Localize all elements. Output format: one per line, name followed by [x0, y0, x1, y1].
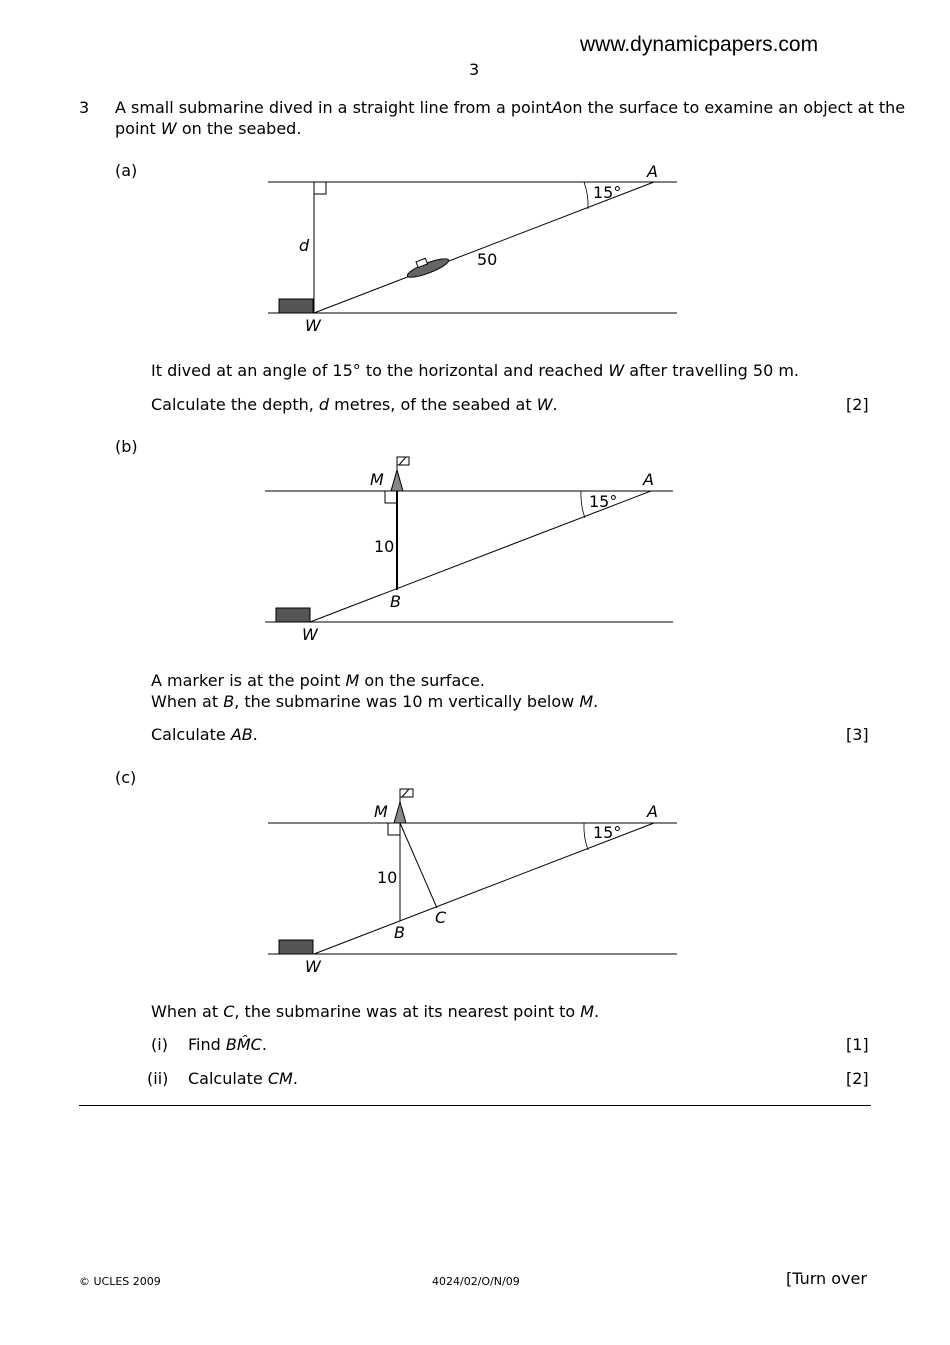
part-a-text2-a: Calculate the depth, [151, 395, 314, 414]
part-c-ii-text-b: . [292, 1069, 298, 1088]
part-c-i-angle: BM̂C [225, 1035, 262, 1054]
part-c-text1-a: When at [151, 1002, 219, 1021]
part-c-text1 [151, 1002, 599, 1021]
part-a-text1 [151, 361, 799, 380]
footer-code: 4024/02/O/N/09 [432, 1275, 520, 1288]
part-b-text2-b: , the submarine was 10 m vertically below [234, 692, 575, 711]
part-c-ii-text-a: Calculate [188, 1069, 263, 1088]
label-W: W [302, 625, 318, 644]
end-of-question-rule [79, 1105, 871, 1106]
part-c-i-label: (i) [151, 1035, 168, 1054]
part-c-text1-b: , the submarine was at its nearest point to [234, 1002, 576, 1021]
part-a-text2-b: metres, of the seabed at [334, 395, 532, 414]
part-c-ii-marks: [2] [846, 1069, 869, 1088]
part-b-text2 [151, 692, 598, 711]
part-c-label: (c) [115, 768, 137, 787]
intro-text-b: on the surface to examine an object at the [562, 98, 906, 117]
intro-text-d: on the seabed. [181, 119, 302, 138]
part-a-text2 [151, 395, 558, 414]
label-W: W [305, 316, 321, 335]
page-number: 3 [469, 60, 480, 79]
label-B: B [394, 923, 405, 942]
label-depth: 10 [374, 537, 395, 556]
footer-turn-over: [Turn over [786, 1269, 867, 1288]
marker-buoy-icon [394, 789, 413, 823]
submarine-icon [404, 251, 450, 281]
diagram-a [0, 0, 950, 345]
right-angle-mark [385, 491, 397, 503]
label-angle: 15° [593, 823, 622, 842]
part-b-text1 [151, 671, 485, 690]
part-b-text2-M: M [579, 692, 594, 711]
diagram-c [0, 772, 950, 982]
part-b-text3 [151, 725, 258, 744]
part-b-text2-B: B [223, 692, 235, 711]
right-angle-mark [388, 823, 400, 835]
part-b-label: (b) [115, 437, 138, 456]
part-a-text2-d: d [318, 395, 330, 414]
label-C: C [435, 908, 447, 927]
part-c-i-text-a: Find [188, 1035, 221, 1054]
part-b-text2-c: . [593, 692, 599, 711]
question-number: 3 [79, 98, 90, 117]
part-c-i-text-b: . [261, 1035, 267, 1054]
label-M: M [370, 470, 384, 489]
intro-text-c: point [115, 119, 156, 138]
label-A: A [647, 802, 658, 821]
part-b-marks: [3] [846, 725, 869, 744]
footer-copyright: © UCLES 2009 [79, 1275, 161, 1288]
part-b-text3-b: . [252, 725, 258, 744]
part-c-ii-label: (ii) [147, 1069, 169, 1088]
intro-point-W: W [160, 119, 177, 138]
intro-text-a: A small submarine dived in a straight line from a point [115, 98, 552, 117]
part-c-ii-CM: CM [267, 1069, 293, 1088]
angle-arc [581, 491, 585, 518]
intro-point-A: A [551, 98, 563, 117]
part-a-text2-c: . [552, 395, 558, 414]
label-B: B [390, 592, 401, 611]
part-c-text1-c: . [594, 1002, 600, 1021]
part-a-text1-a: It dived at an angle of 15° to the horizontal and reached [151, 361, 604, 380]
dive-path [314, 823, 654, 954]
label-angle: 15° [593, 183, 622, 202]
part-c-i-text [188, 1035, 267, 1054]
label-depth: 10 [377, 868, 398, 887]
part-b-text3-a: Calculate [151, 725, 226, 744]
part-a-text1-b: after travelling 50 m. [629, 361, 800, 380]
part-b-text3-AB: AB [230, 725, 253, 744]
part-c-text1-C: C [223, 1002, 235, 1021]
right-angle-mark [314, 182, 326, 194]
part-b-text1-M: M [345, 671, 360, 690]
label-length: 50 [477, 250, 498, 269]
part-b-text2-a: When at [151, 692, 219, 711]
label-W: W [305, 957, 321, 976]
diagram-b [0, 440, 950, 650]
part-b-text1-a: A marker is at the point [151, 671, 341, 690]
part-c-ii-text [188, 1069, 298, 1088]
part-a-label: (a) [115, 161, 138, 180]
part-a-text2-W: W [536, 395, 553, 414]
part-b-text1-b: on the surface. [364, 671, 485, 690]
label-d: d [299, 236, 310, 255]
part-c-i-marks: [1] [846, 1035, 869, 1054]
part-c-text1-M: M [580, 1002, 595, 1021]
website-url: www.dynamicpapers.com [580, 33, 819, 56]
marker-buoy-icon [391, 457, 409, 491]
seabed-object [276, 608, 310, 622]
seabed-object [279, 940, 313, 954]
label-angle: 15° [589, 492, 618, 511]
label-M: M [374, 802, 388, 821]
label-A: A [643, 470, 654, 489]
seabed-object [279, 299, 313, 313]
part-a-marks: [2] [846, 395, 869, 414]
angle-arc [584, 823, 588, 850]
label-A: A [647, 162, 658, 181]
part-a-text1-W: W [608, 361, 625, 380]
segment-MC [400, 823, 437, 908]
angle-arc [584, 182, 588, 209]
